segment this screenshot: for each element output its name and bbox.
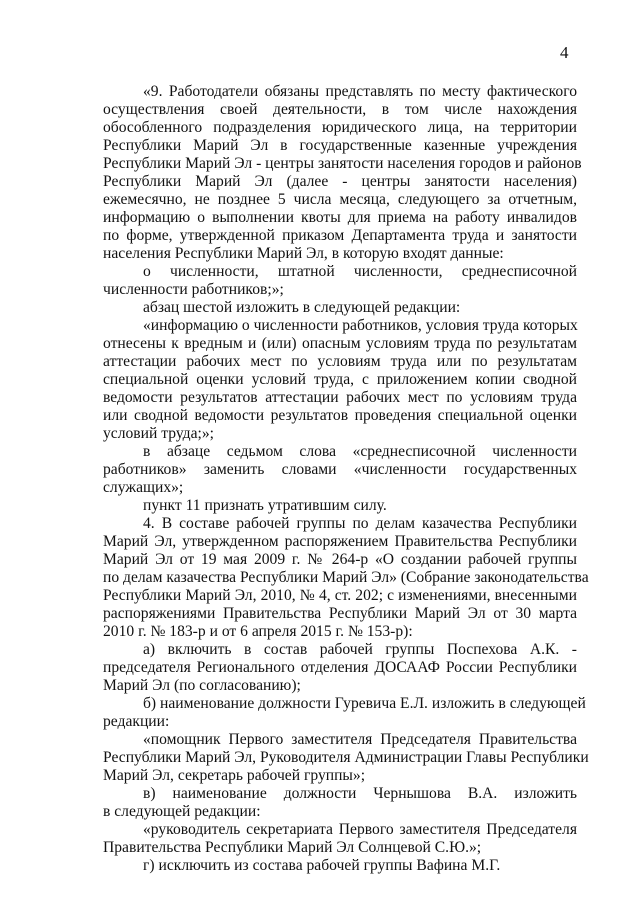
text-line: отнесены к вредным и (или) опасным условиям труда по результатам [103, 335, 577, 352]
text-line: ведомости результатов аттестации рабочих мест по условиям труда [103, 389, 577, 406]
text-line: пункт 11 признать утратившим силу. [143, 497, 387, 514]
text-line: 2010 г. № 183-р и от 6 апреля 2015 г. № 153-р): [103, 623, 413, 640]
text-line: распоряжениями Правительства Республики Марий Эл от 30 марта [103, 605, 577, 622]
text-line: населения Республики Марий Эл, в которую входят данные: [103, 245, 504, 262]
text-line: по форме, утвержденной приказом Департамента труда и занятости [103, 227, 577, 244]
text-line: абзац шестой изложить в следующей редакции: [143, 299, 461, 316]
text-line: обособленного подразделения юридического лица, на территории [103, 119, 577, 136]
text-line: специальной оценки условий труда, с приложением копии сводной [103, 371, 577, 388]
text-line: «руководитель секретариата Первого заместителя Председателя [143, 821, 577, 838]
text-line: Марий Эл от 19 мая 2009 г. № 264-р «О создании рабочей группы [103, 551, 577, 568]
text-line: Марий Эл, секретарь рабочей группы»; [103, 767, 366, 784]
text-line: в следующей редакции: [103, 803, 261, 820]
text-line: о численности, штатной численности, среднесписочной [143, 263, 577, 280]
text-line: в) наименование должности Чернышова В.А. изложить [143, 785, 577, 802]
text-line: председателя Регионального отделения ДОСААФ России Республики [103, 659, 577, 676]
text-line: Правительства Республики Марий Эл Солнцевой С.Ю.»; [103, 839, 482, 856]
text-line: Республики Марий Эл в государственные казенные учреждения [103, 137, 577, 154]
text-line: Республики Марий Эл (далее - центры занятости населения) [103, 173, 577, 190]
page-number: 4 [560, 43, 569, 62]
text-line: работников» заменить словами «численности государственных [103, 461, 577, 478]
text-line: служащих»; [103, 479, 184, 496]
text-line: ежемесячно, не позднее 5 числа месяца, следующего за отчетным, [103, 191, 577, 208]
text-line: 4. В составе рабочей группы по делам казачества Республики [143, 515, 577, 532]
text-line: Республики Марий Эл - центры занятости населения городов и районов [103, 155, 582, 172]
text-line: г) исключить из состава рабочей группы Вафина М.Г. [143, 857, 501, 874]
text-line: по делам казачества Республики Марий Эл» (Собрание законодательства [103, 569, 589, 586]
text-line: а) включить в состав рабочей группы Поспехова А.К. - [143, 641, 577, 658]
text-line: «помощник Первого заместителя Председателя Правительства [143, 731, 577, 748]
text-line: аттестации рабочих мест по условиям труда или по результатам [103, 353, 577, 370]
text-line: «информацию о численности работников, условия труда которых [143, 317, 578, 334]
text-line: редакции: [103, 713, 170, 730]
text-line: информацию о выполнении квоты для приема на работу инвалидов [103, 209, 577, 226]
text-line: «9. Работодатели обязаны представлять по месту фактического [143, 83, 577, 100]
text-line: или сводной ведомости результатов проведения специальной оценки [103, 407, 577, 424]
text-line: Марий Эл (по согласованию); [103, 677, 301, 694]
text-line: Республики Марий Эл, 2010, № 4, ст. 202; с изменениями, внесенными [103, 587, 577, 604]
text-line: б) наименование должности Гуревича Е.Л. изложить в следующей [143, 695, 586, 712]
text-line: Марий Эл, утвержденном распоряжением Правительства Республики [103, 533, 577, 550]
text-line: численности работников;»; [103, 281, 284, 298]
text-line: условий труда;»; [103, 425, 214, 442]
text-line: осуществления своей деятельности, в том числе нахождения [103, 101, 577, 118]
text-line: в абзаце седьмом слова «среднесписочной численности [143, 443, 577, 460]
text-line: Республики Марий Эл, Руководителя Администрации Главы Республики [103, 749, 589, 766]
